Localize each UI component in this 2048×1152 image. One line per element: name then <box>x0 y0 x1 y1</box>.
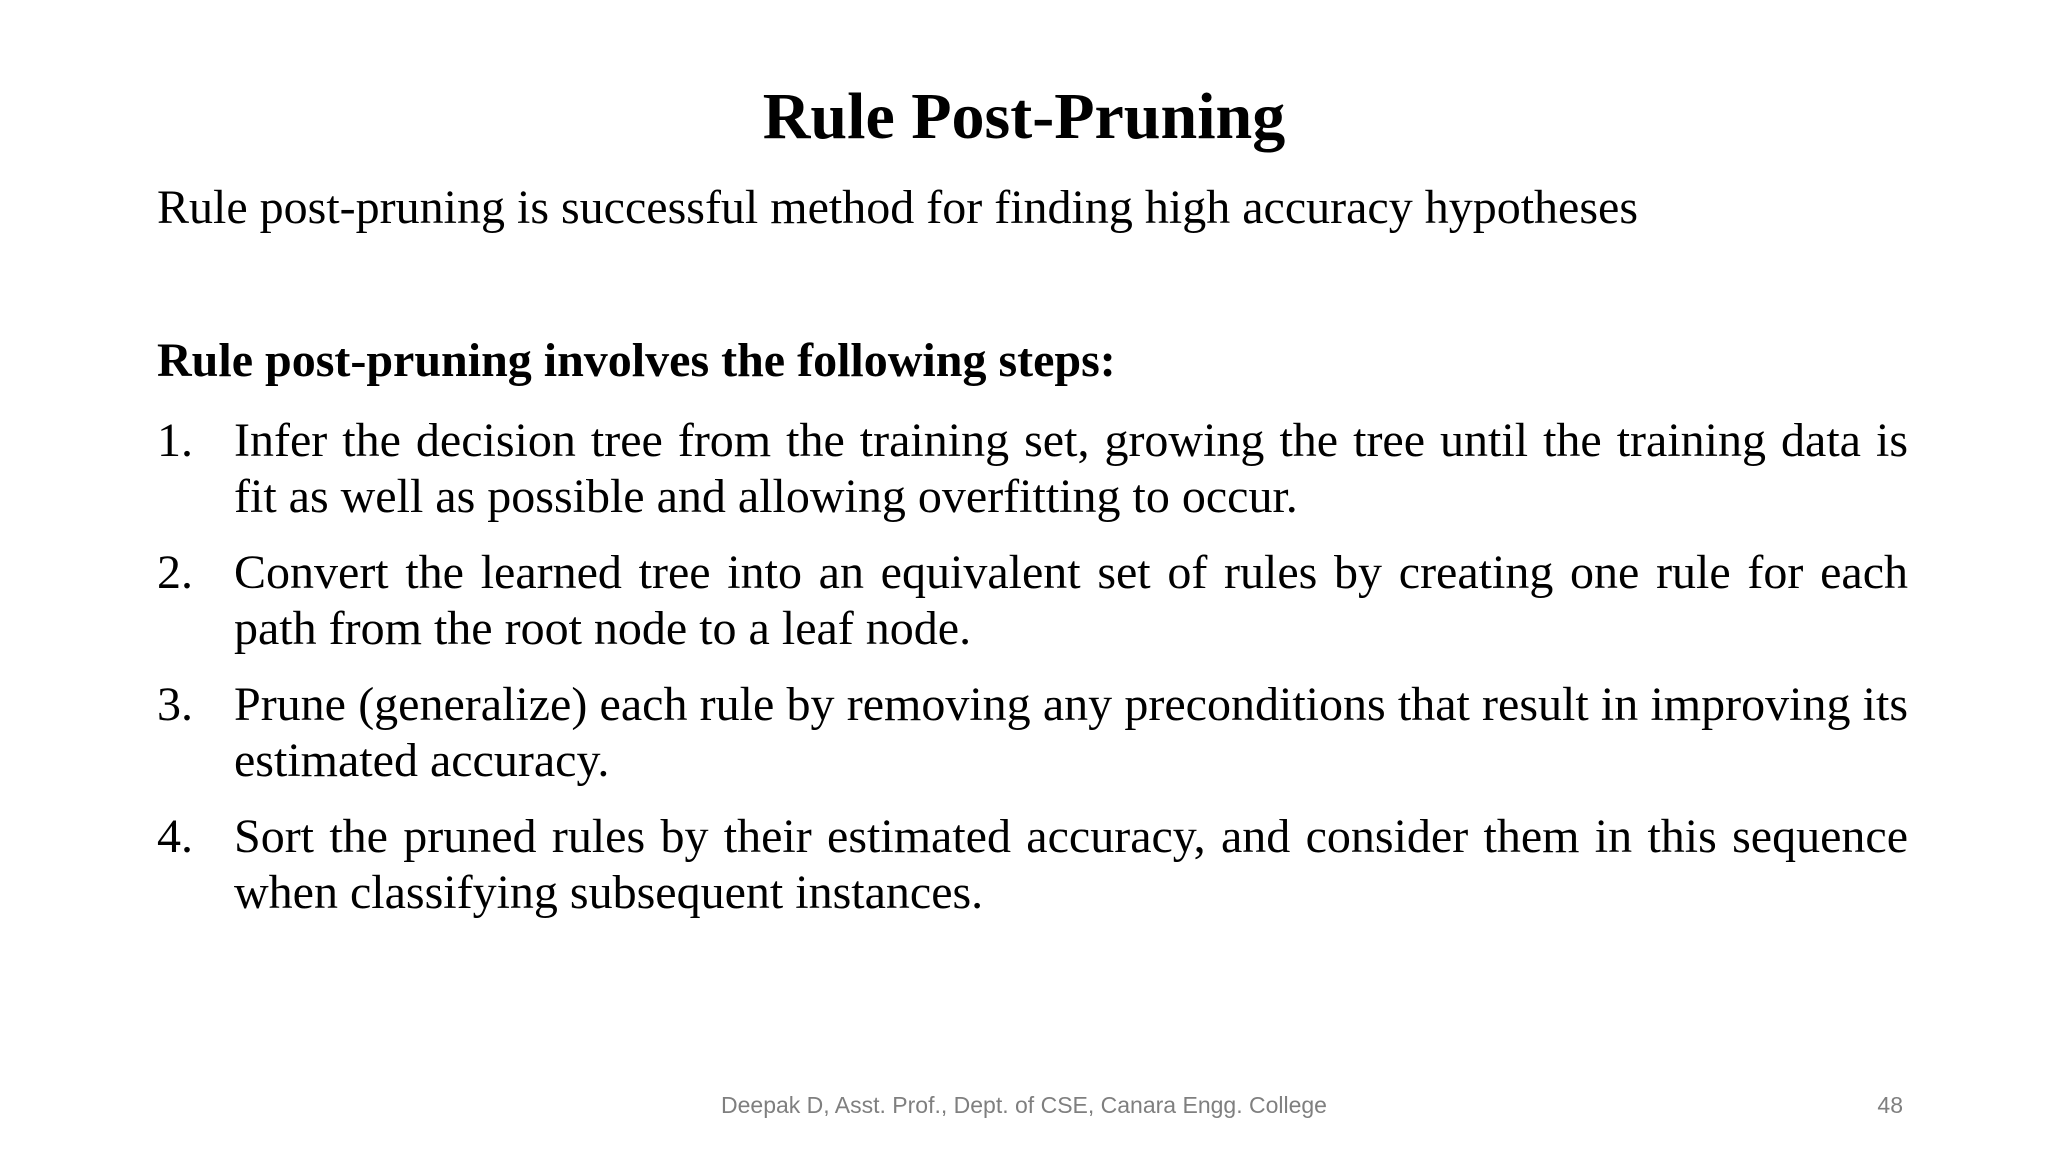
list-item <box>157 809 1908 921</box>
steps-heading: Rule post-pruning involves the following steps: <box>157 334 1116 387</box>
list-item <box>157 677 1908 789</box>
step-number: 4. <box>157 810 193 863</box>
step-number: 3. <box>157 678 193 731</box>
step-text: Prune (generalize) each rule by removing any preconditions that result in improving its estimated accuracy. <box>234 678 1908 787</box>
step-text: Infer the decision tree from the training set, growing the tree until the training data is fit as well as possible and allowing overfitting to occur. <box>234 414 1908 523</box>
footer-author: Deepak D, Asst. Prof., Dept. of CSE, Canara Engg. College <box>721 1092 1327 1118</box>
list-item <box>157 413 1908 525</box>
slide-title: Rule Post-Pruning <box>762 80 1286 153</box>
page-number: 48 <box>1877 1092 1903 1118</box>
list-item <box>157 545 1908 657</box>
step-number: 1. <box>157 414 193 467</box>
intro-text: Rule post-pruning is successful method for finding high accuracy hypotheses <box>157 181 1639 234</box>
step-text: Sort the pruned rules by their estimated accuracy, and consider them in this sequence when classifying subsequent instances. <box>234 810 1908 919</box>
steps-list <box>157 413 1908 941</box>
step-text: Convert the learned tree into an equivalent set of rules by creating one rule for each path from the root node to a leaf node. <box>234 546 1908 655</box>
step-number: 2. <box>157 546 193 599</box>
